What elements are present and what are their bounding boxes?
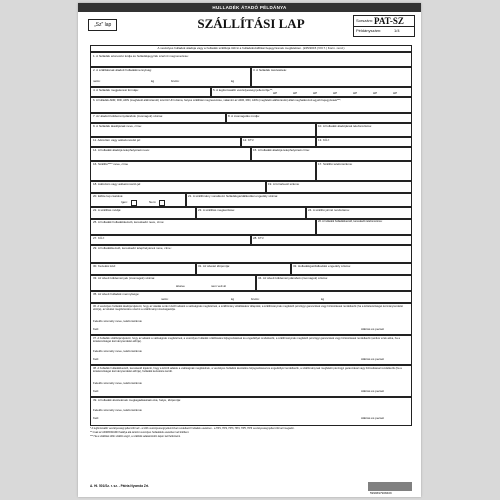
serial-value: PAT-SZ [374,16,404,26]
field-14[interactable]: 14. A hulladék átadója telephelyének neve: [90,146,252,162]
field-19[interactable]: 19. A forrarlevél száma: [265,180,412,194]
field-17[interactable]: 17. Szállító telefonszáma: [315,160,412,182]
copy-value: 1/4 [394,28,400,33]
field-39-refusal[interactable]: 39. A hulladék átvételének megtagadásának oka, helye, időpontja: Felelős személy neve, telefonszáma: Kelt: Aláírás és pecsét [90,396,412,426]
barcode-number: 5999697908409 [370,491,392,495]
signature-label: Aláírás és pecsét [361,357,385,361]
signature-label: Aláírás és pecsét [361,327,385,331]
barcode [368,482,412,491]
field-11[interactable]: 11. Adószám vagy adóazonosító jel: [90,136,242,148]
field-26[interactable]: 26. A hulladék hulladékkezelő, kereskedő telefonszáma: [315,218,412,236]
field-13[interactable]: 13. KÜJ: [315,136,412,148]
field-10[interactable]: 10. A hulladék átadójának telefonszáma: [315,122,412,138]
field-36-declaration[interactable]: 36. A veszélyes hulladék átadója kijelenti, hogy az átadás során közölt adatok a valóságnak megfelelnek, a szállítmány előállásakor állapotát, a szállítmánynak megfelelő pénzügyi garanciával vagy biztosítással rendelkezik (ha a kötelezettséget kormányrendelet előírja), az átvétel megtörténtére szerint a szállítmányt visszaigazolja. Felelős személy neve, telefonszáma: Kelt: Aláírás és pecsét [90,302,412,336]
field-16[interactable]: 16. Szállító**** neve, címe [90,160,317,182]
field-32[interactable]: 32. Hulladékgazdálkodási engedély száma: [290,262,412,276]
field-28[interactable]: 28. KTJ: [250,234,412,246]
form-title: SZÁLLÍTÁSI LAP [197,16,305,31]
field-30[interactable]: 30. Kezelési kód: [90,262,197,276]
copy-banner: HULLADÉK ÁTADÓ PÉLDÁNYA [78,3,421,12]
form-code: „Sz" lap [88,19,117,31]
waste-transport-form [78,3,421,497]
form-print-code: A. Hl. 501/Sz. r. sz. - Pátria Nyomda Zrt. [90,484,149,488]
field-35[interactable]: 35. Az átvett hulladék mennyisége: nettó: kg bruttó: kg [90,290,412,304]
field-22[interactable]: 22. A szállítás módja: [90,206,197,220]
field-34[interactable]: 34. Az átvett küldeménydarabok (csomagok) száma: [255,274,412,292]
field-15[interactable]: 15. A hulladék átadója telephelyének címe: [250,146,412,162]
field-4[interactable]: 4. A hulladék megjelenési formája: [90,86,212,98]
field-25[interactable]: 25. A hulladék hulladékkezelő, kereskedő neve, címe: [90,218,317,236]
field-2[interactable]: 2. A szállításnak átadott hulladékmennyiség: nettó: kg bruttó: kg [90,66,252,88]
field-24[interactable]: 24. A szállító jármű rendszáma: [305,206,412,220]
footnote-1: * A legfontosabb veszélyességi jellemzőt kell - a több veszélyességi jellemzővel rendelkező hulladék esetében - a HP1, HP2, HP3, HP4, HP5, HP6 veszélyességi jellemzőt kell megadni. [90,427,295,430]
footnote-3: *** Ha a szállítást több szállító végzi, a szállítók adatait külön lapon kell feltüntetni. [90,435,181,438]
field-27[interactable]: 27. KÜJ: [90,234,252,246]
serial-box [353,15,415,37]
copy-label: Példányszám: [356,28,382,33]
field-6[interactable]: 6. A hulladék ADR, RID, ADN (megfelelő aláhúzandó) szerinti UN száma, helyes szállítási megnevezése, valamint az ADR, RID, ADN (megfelelő aláhúzandó) által meghatározott egyéb bejegyzések***: [90,96,412,114]
field-3[interactable]: 3. A hulladék összetétele: [250,66,412,88]
field-12[interactable]: 12. KTJ: [240,136,317,148]
field-23[interactable]: 23. A szállítás megkezdése: [195,206,307,220]
field-38-declaration[interactable]: 38. A hulladék hulladékkezelő, kereskedő kijelenti, hogy a közölt adatok a valóságnak megfelelnek, a veszélyes hulladék átvételére feljogosítással és engedéllyel rendelkezik, a szállítmánynak megfelelő pénzügyi garanciával vagy biztosítással rendelkezik (ha a kötelezettséget kormányrendelet előírja), hulladék kezelésre került. Felelős személy neve, telefonszáma: Kelt: Aláírás és pecsét [90,364,412,398]
field-7[interactable]: 7. Az átadott küldeménydarabok (csomagok) száma: [90,112,227,124]
field-37-declaration[interactable]: 37. A hulladék szállítója kijelenti, hogy az adatok a valóságnak megfelelnek, a veszélyes hulladék szállítására feljogosításával és engedéllyel rendelkezik, a szállítmánynak megfelelő pénzügyi garanciával vagy biztosítással rendelkezik (amikor ezek adva, ha a kötelezettséget kormányrendelet előírja). Felelős személy neve, telefonszáma: Kelt: Aláírás és pecsét [90,334,412,366]
signature-label: Aláírás és pecsét [361,416,385,420]
field-1[interactable]: 1. A hulladék azonosító kódja és hulladékjegyzék szerinti megnevezése: [90,52,412,68]
field-5[interactable]: 5. A legfontosabb veszélyességi jellemzője**: HP HP HP HP HP HP HP [210,86,412,98]
field-9[interactable]: 9. A hulladék átadójának neve, címe: [90,122,317,138]
field-29[interactable]: 29. A hulladékkezelő, kereskedő telephelyének neve, címe: [90,244,412,264]
field-20[interactable]: 20. Előtte lap csatolva: Igen: Nem: [90,192,187,208]
footnote-2: ** Csak az ADR/RID/ADN hatálya alá tartozó veszélyes hulladékok esetében kell kitölteni. [90,431,190,434]
field-21[interactable]: 21. A szállítmány vonatkozó hulladékgazdálkodási engedély száma: [185,192,412,208]
field-18[interactable]: 18. Adószám vagy adóazonosító jel: [90,180,267,194]
signature-label: Aláírás és pecsét [361,389,385,393]
serial-label: Sorszám: [356,18,373,23]
field-8[interactable]: 8. A csomagolás módja: [225,112,412,124]
field-31[interactable]: 31. Az átvétel időpontja: [195,262,292,276]
field-33[interactable]: 33. Az átvett küldemények (csomagok) száma: átvéve nem vett át [90,274,257,292]
instruction-note: A veszélyes hulladék átadója vagy a hulladék szállítója tölti ki a hulladékszállítási bejegyzésnek megfelelően. (225/2015 (VIII.7.) Korm. rend.) [90,45,412,52]
